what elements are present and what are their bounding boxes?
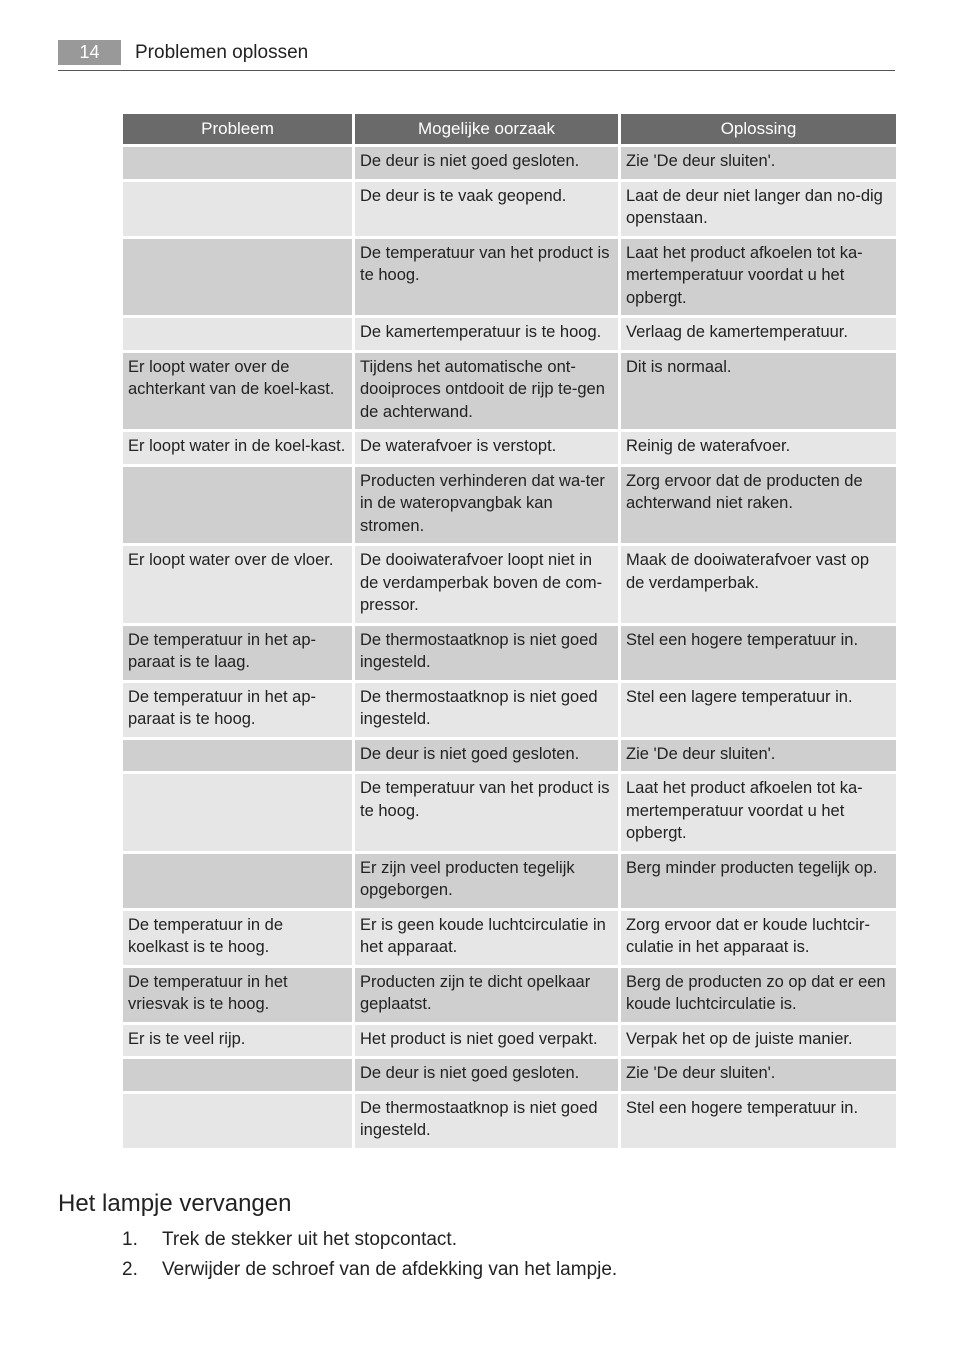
list-item: [122, 1257, 617, 1283]
cell-solution: Maak de dooiwaterafvoer vast op de verdamperbak.: [621, 546, 896, 623]
step-text: Verwijder de schroef van de afdekking van het lampje.: [162, 1259, 618, 1280]
cell-solution: Berg de producten zo op dat er een koude luchtcirculatie is.: [621, 968, 896, 1022]
table-row: [123, 353, 896, 430]
cell-problem: De temperatuur in het vriesvak is te hoog.: [123, 968, 352, 1022]
table-row: [123, 318, 896, 350]
table-row: [123, 182, 896, 236]
cell-problem: [123, 740, 352, 772]
cell-solution: Verlaag de kamertemperatuur.: [621, 318, 896, 350]
cell-cause: De waterafvoer is verstopt.: [355, 432, 618, 464]
cell-problem: De temperatuur in de koelkast is te hoog.: [123, 911, 352, 965]
table-row: [123, 467, 896, 544]
cell-problem: Er is te veel rijp.: [123, 1025, 352, 1057]
cell-cause: Producten zijn te dicht opelkaar geplaatst.: [355, 968, 618, 1022]
table-row: [123, 740, 896, 772]
page-number: 14: [58, 40, 121, 65]
cell-cause: De temperatuur van het product is te hoog.: [355, 239, 618, 316]
cell-cause: De deur is niet goed gesloten.: [355, 147, 618, 179]
cell-problem: [123, 1094, 352, 1148]
table-row: [123, 968, 896, 1022]
cell-problem: [123, 1059, 352, 1091]
table-row: [123, 774, 896, 851]
step-number: 2.: [122, 1259, 138, 1280]
cell-cause: De thermostaatknop is niet goed ingesteld.: [355, 1094, 618, 1148]
cell-problem: Er loopt water over de vloer.: [123, 546, 352, 623]
cell-solution: Zie 'De deur sluiten'.: [621, 1059, 896, 1091]
cell-solution: Verpak het op de juiste manier.: [621, 1025, 896, 1057]
header-divider: [58, 70, 895, 71]
list-item: [122, 1227, 457, 1253]
cell-problem: Er loopt water over de achterkant van de koel-kast.: [123, 353, 352, 430]
cell-cause: Er is geen koude luchtcirculatie in het apparaat.: [355, 911, 618, 965]
cell-cause: De thermostaatknop is niet goed ingesteld.: [355, 626, 618, 680]
table-row: [123, 1094, 896, 1148]
cell-cause: De deur is te vaak geopend.: [355, 182, 618, 236]
cell-problem: De temperatuur in het ap-paraat is te hoog.: [123, 683, 352, 737]
cell-solution: Zorg ervoor dat er koude luchtcir-culatie in het apparaat is.: [621, 911, 896, 965]
section-title: Het lampje vervangen: [58, 1190, 292, 1217]
cell-solution: Berg minder producten tegelijk op.: [621, 854, 896, 908]
cell-problem: De temperatuur in het ap-paraat is te laag.: [123, 626, 352, 680]
cell-solution: Laat de deur niet langer dan no-dig openstaan.: [621, 182, 896, 236]
cell-problem: Er loopt water in de koel-kast.: [123, 432, 352, 464]
cell-problem: [123, 854, 352, 908]
cell-cause: De dooiwaterafvoer loopt niet in de verdamperbak boven de com-pressor.: [355, 546, 618, 623]
cell-cause: De deur is niet goed gesloten.: [355, 1059, 618, 1091]
section-header: Problemen oplossen: [135, 42, 309, 63]
cell-solution: Dit is normaal.: [621, 353, 896, 430]
cell-cause: De thermostaatknop is niet goed ingesteld.: [355, 683, 618, 737]
table-row: [123, 239, 896, 316]
table-row: [123, 854, 896, 908]
table-row: [123, 911, 896, 965]
cell-problem: [123, 182, 352, 236]
cell-problem: [123, 318, 352, 350]
cell-cause: Het product is niet goed verpakt.: [355, 1025, 618, 1057]
cell-solution: Stel een hogere temperatuur in.: [621, 626, 896, 680]
column-header-cause: Mogelijke oorzaak: [355, 114, 618, 144]
table-row: [123, 683, 896, 737]
cell-cause: Tijdens het automatische ont-dooiproces ontdooit de rijp te-gen de achterwand.: [355, 353, 618, 430]
cell-cause: Producten verhinderen dat wa-ter in de wateropvangbak kan stromen.: [355, 467, 618, 544]
table-row: [123, 626, 896, 680]
cell-cause: De kamertemperatuur is te hoog.: [355, 318, 618, 350]
cell-problem: [123, 467, 352, 544]
cell-solution: Zie 'De deur sluiten'.: [621, 147, 896, 179]
cell-solution: Laat het product afkoelen tot ka-mertemperatuur voordat u het opbergt.: [621, 239, 896, 316]
table-row: [123, 1025, 896, 1057]
step-text: Trek de stekker uit het stopcontact.: [162, 1229, 457, 1250]
troubleshooting-table: [120, 111, 899, 1151]
column-header-problem: Probleem: [123, 114, 352, 144]
table-header-row: [123, 114, 896, 144]
cell-cause: De deur is niet goed gesloten.: [355, 740, 618, 772]
cell-cause: De temperatuur van het product is te hoog.: [355, 774, 618, 851]
cell-cause: Er zijn veel producten tegelijk opgeborgen.: [355, 854, 618, 908]
table-row: [123, 1059, 896, 1091]
cell-solution: Stel een lagere temperatuur in.: [621, 683, 896, 737]
cell-solution: Zorg ervoor dat de producten de achterwand niet raken.: [621, 467, 896, 544]
table-row: [123, 432, 896, 464]
cell-solution: Stel een hogere temperatuur in.: [621, 1094, 896, 1148]
table-row: [123, 147, 896, 179]
cell-problem: [123, 147, 352, 179]
step-number: 1.: [122, 1229, 138, 1250]
cell-problem: [123, 239, 352, 316]
column-header-solution: Oplossing: [621, 114, 896, 144]
table-row: [123, 546, 896, 623]
cell-solution: Laat het product afkoelen tot ka-mertemperatuur voordat u het opbergt.: [621, 774, 896, 851]
cell-solution: Zie 'De deur sluiten'.: [621, 740, 896, 772]
cell-solution: Reinig de waterafvoer.: [621, 432, 896, 464]
cell-problem: [123, 774, 352, 851]
